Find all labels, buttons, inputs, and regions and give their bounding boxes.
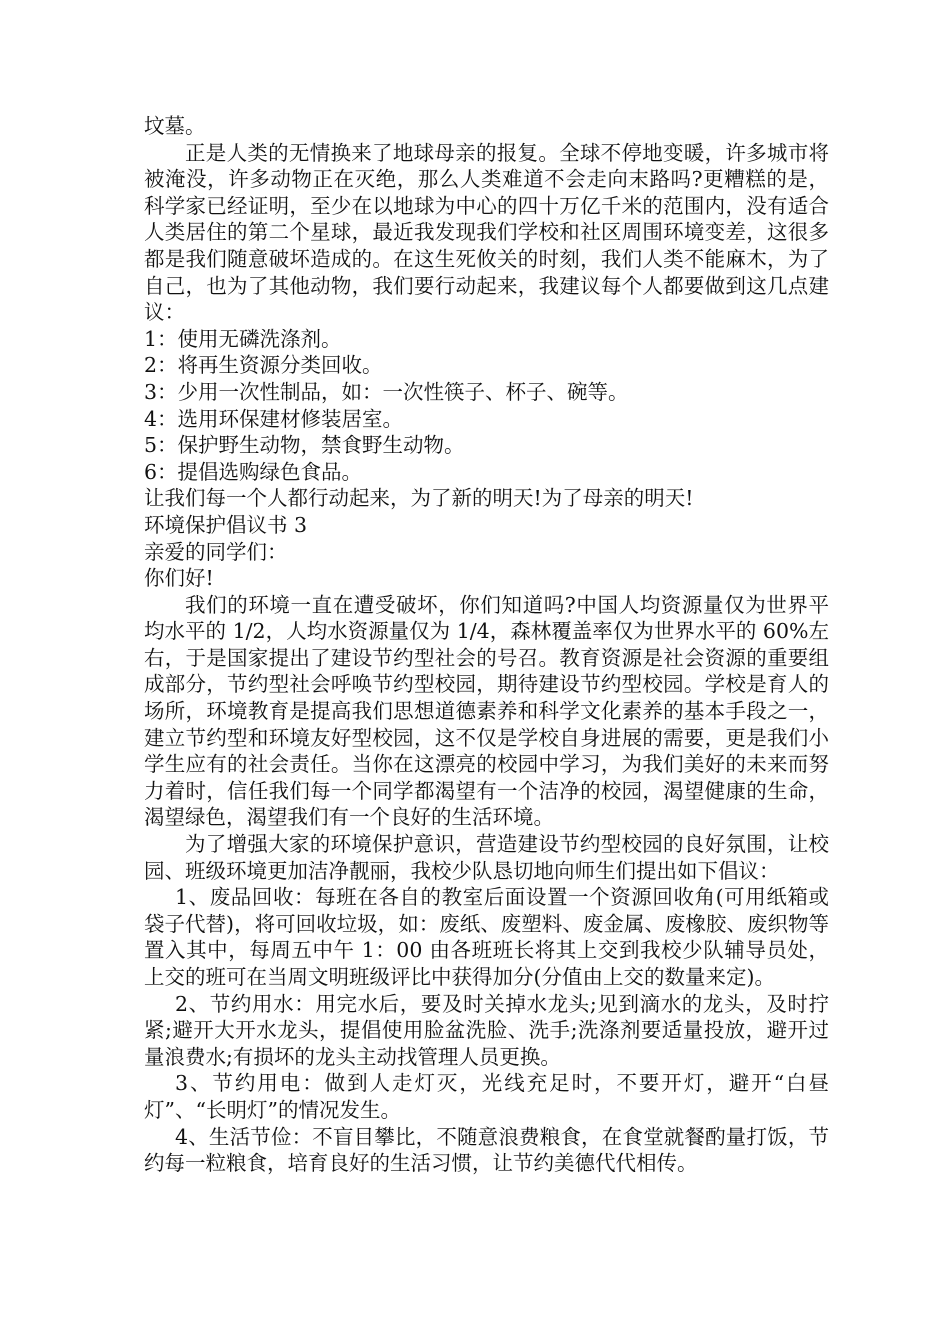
- greeting: 你们好!: [144, 566, 214, 591]
- proposal-item-3: 3、节约用电：做到人走灯灭，光线充足时，不要开灯，避开“白昼灯”、“长明灯”的情况发生。: [144, 1071, 829, 1122]
- salutation: 亲爱的同学们：: [144, 539, 288, 564]
- section-heading: 环境保护倡议书 3: [144, 512, 308, 537]
- suggestion-item-2: 2：将再生资源分类回收。: [144, 353, 383, 378]
- suggestion-item-3: 3：少用一次性制品，如：一次性筷子、杯子、碗等。: [144, 379, 629, 404]
- paragraph-proposal-intro: 为了增强大家的环境保护意识，营造建设节约型校园的良好氛围，让校园、班级环境更加洁净靓丽，我校少队恳切地向师生们提出如下倡议：: [144, 832, 829, 883]
- closing-call: 让我们每一个人都行动起来，为了新的明天!为了母亲的明天!: [144, 486, 694, 511]
- suggestion-item-4: 4：选用环保建材修装居室。: [144, 406, 404, 431]
- suggestion-item-1: 1：使用无磷洗涤剂。: [144, 326, 342, 351]
- document-page: [144, 113, 829, 1177]
- proposal-item-4: 4、生活节俭：不盲目攀比，不随意浪费粮食，在食堂就餐酌量打饭，节约每一粒粮食，培育良好的生活习惯，让节约美德代代相传。: [144, 1124, 829, 1176]
- suggestion-item-6: 6：提倡选购绿色食品。: [144, 459, 363, 484]
- paragraph-earth-revenge: 正是人类的无情换来了地球母亲的报复。全球不停地变暖，许多城市将被淹没，许多动物正在灭绝，那么人类难道不会走向末路吗?更糟糕的是，科学家已经证明，至少在以地球为中心的四十万亿千米的范围内，没有适合人类居住的第二个星球，最近我发现我们学校和社区周围环境变差，这很多都是我们随意破坏造成的。在这生死攸关的时刻，我们人类不能麻木，为了自己，也为了其他动物，我们要行动起来，我建议每个人都要做到这几点建议：: [144, 140, 829, 325]
- paragraph-environment-damage: 我们的环境一直在遭受破坏，你们知道吗?中国人均资源量仅为世界平均水平的 1/2，人均水资源量仅为 1/4，森林覆盖率仅为世界水平的 60%左右，于是国家提出了建设节约型社会的号召。教育资源是社会资源的重要组成部分，节约型社会呼唤节约型校园，期待建设节约型校园。学校是育人的场所，环境教育是提高我们思想道德素养和科学文化素养的基本手段之一，建立节约型和环境友好型校园，这不仅是学校自身进展的需要，更是我们小学生应有的社会责任。当你在这漂亮的校园中学习，为我们美好的未来而努力着时，信任我们每一个同学都渴望有一个洁净的校园，渴望健康的生命，渴望绿色，渴望我们有一个良好的生活环境。: [144, 592, 829, 830]
- suggestion-item-5: 5：保护野生动物，禁食野生动物。: [144, 433, 465, 458]
- paragraph-continuation: 坟墓。: [144, 114, 206, 138]
- proposal-item-2: 2、节约用水：用完水后，要及时关掉水龙头;见到滴水的龙头，及时拧紧;避开大开水龙头，提倡使用脸盆洗脸、洗手;洗涤剂要适量投放，避开过量浪费水;有损坏的龙头主动找管理人员更换。: [144, 991, 829, 1069]
- proposal-item-1: 1、废品回收：每班在各自的教室后面设置一个资源回收角(可用纸箱或袋子代替)，将可回收垃圾，如：废纸、废塑料、废金属、废橡胶、废织物等置入其中，每周五中午 1：00 由各班班长将其上交到我校少队辅导员处，上交的班可在当周文明班级评比中获得加分(分值由上交的数量来定)。: [144, 885, 829, 989]
